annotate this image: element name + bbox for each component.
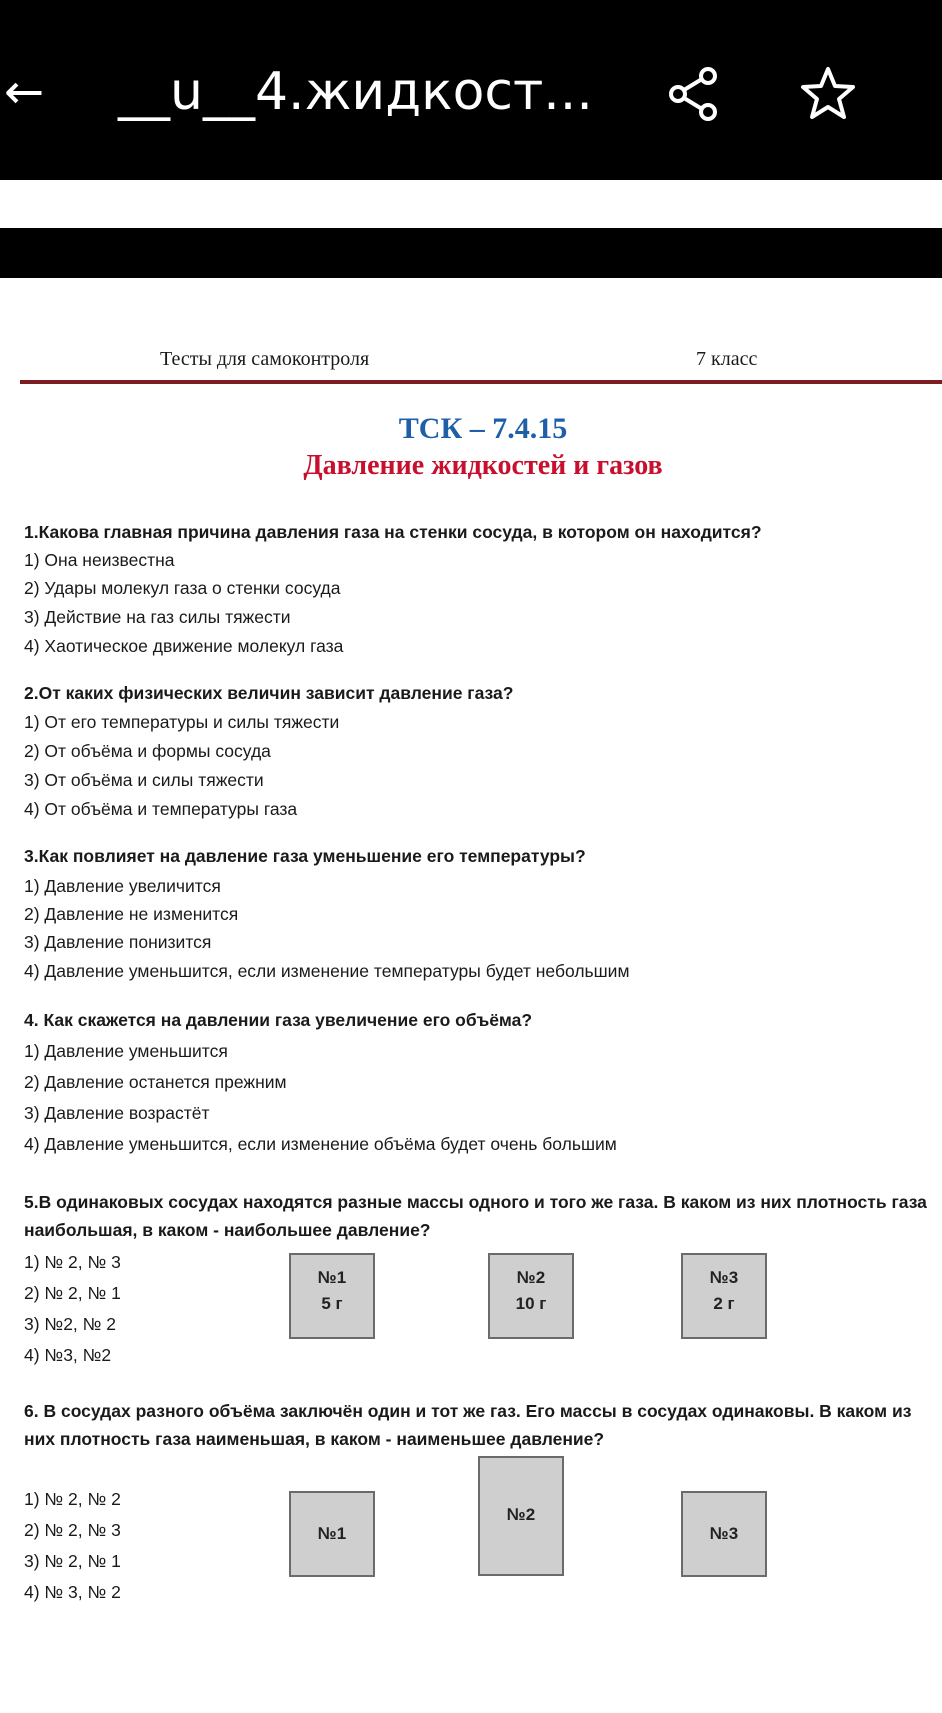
vessel-2: №2 10 г xyxy=(488,1253,574,1339)
option: 3) Давление возрастёт xyxy=(24,1103,210,1123)
question-4: 4. Как скажется на давлении газа увеличение его объёма? xyxy=(24,1010,533,1030)
option: 1) От его температуры и силы тяжести xyxy=(24,712,340,732)
option: 4) №3, №2 xyxy=(24,1345,112,1365)
document-title: __u__4.жидкост... xyxy=(118,62,593,122)
option: 3) № 2, № 1 xyxy=(24,1551,121,1571)
option: 3) №2, № 2 xyxy=(24,1314,117,1334)
back-button[interactable] xyxy=(4,62,54,122)
favorite-button[interactable] xyxy=(798,64,858,124)
test-subtitle: Давление жидкостей и газов xyxy=(303,450,663,481)
doc-header xyxy=(0,348,942,378)
option: 2) № 2, № 1 xyxy=(24,1283,121,1303)
option: 1) № 2, № 2 xyxy=(24,1489,121,1509)
option: 4) № 3, № 2 xyxy=(24,1582,121,1602)
share-icon xyxy=(668,66,722,122)
share-button[interactable] xyxy=(668,66,722,122)
option: 1) Давление увеличится xyxy=(24,876,221,896)
question-6: 6. В сосудах разного объёма заключён один и тот же газ. Его массы в сосудах одинаковы. В каком из них плотность газа наименьшая, в каком - наименьшее давление? xyxy=(24,1401,912,1449)
option: 3) От объёма и силы тяжести xyxy=(24,770,264,790)
vessel-1: №1 5 г xyxy=(289,1253,375,1339)
top-app-bar xyxy=(0,0,942,180)
option: 2) Давление не изменится xyxy=(24,904,239,924)
vessel-6-3: №3 xyxy=(681,1491,767,1577)
question-1: 1.Какова главная причина давления газа на стенки сосуда, в котором он находится? xyxy=(24,522,762,542)
question-5: 5.В одинаковых сосудах находятся разные массы одного и того же газа. В каком из них плотность газа наибольшая, в каком - наибольшее давление? xyxy=(24,1192,927,1240)
option: 4) Давление уменьшится, если изменение температуры будет небольшим xyxy=(24,961,630,981)
header-right-text: 7 класс xyxy=(696,348,758,370)
option: 2) Удары молекул газа о стенки сосуда xyxy=(24,578,341,598)
option: 2) Давление останется прежним xyxy=(24,1072,287,1092)
option: 3) Действие на газ силы тяжести xyxy=(24,607,291,627)
option: 1) Давление уменьшится xyxy=(24,1041,228,1061)
option: 1) Она неизвестна xyxy=(24,550,175,570)
question-3: 3.Как повлияет на давление газа уменьшение его температуры? xyxy=(24,846,586,866)
question-2: 2.От каких физических величин зависит давление газа? xyxy=(24,683,514,703)
back-arrow-icon: ← xyxy=(4,64,45,120)
option: 3) Давление понизится xyxy=(24,932,212,952)
vessel-6-1: №1 xyxy=(289,1491,375,1577)
black-band xyxy=(0,228,942,278)
header-rule xyxy=(20,380,942,384)
option: 2) № 2, № 3 xyxy=(24,1520,121,1540)
vessel-6-2: №2 xyxy=(478,1456,564,1576)
option: 4) Хаотическое движение молекул газа xyxy=(24,636,344,656)
star-icon xyxy=(798,64,858,124)
option: 2) От объёма и формы сосуда xyxy=(24,741,271,761)
vessel-3: №3 2 г xyxy=(681,1253,767,1339)
option: 1) № 2, № 3 xyxy=(24,1252,121,1272)
test-code: ТСК – 7.4.15 xyxy=(398,412,568,445)
option: 4) От объёма и температуры газа xyxy=(24,799,298,819)
option: 4) Давление уменьшится, если изменение объёма будет очень большим xyxy=(24,1134,617,1154)
header-left-text: Тесты для самоконтроля xyxy=(160,348,370,370)
